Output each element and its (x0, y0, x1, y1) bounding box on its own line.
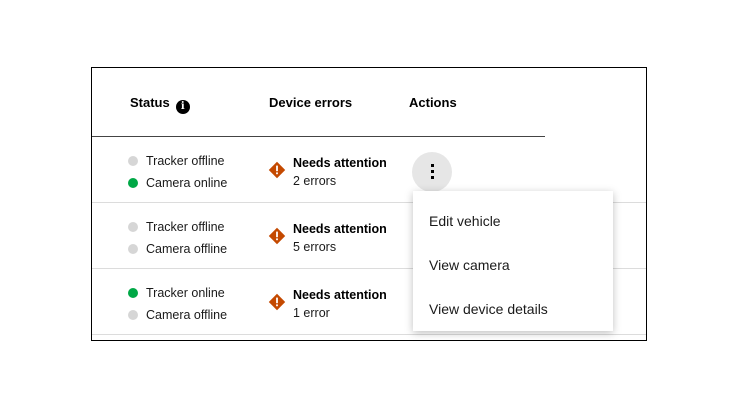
tracker-status-label: Tracker offline (146, 220, 225, 234)
warning-diamond-icon (268, 227, 286, 245)
status-dot-icon (128, 288, 138, 298)
menu-item-edit-vehicle[interactable]: Edit vehicle (429, 213, 501, 229)
info-icon[interactable]: i (176, 100, 190, 114)
tracker-status (128, 220, 225, 234)
status-header (130, 95, 190, 114)
camera-status (128, 308, 227, 322)
row-divider (92, 334, 647, 335)
status-dot-icon (128, 156, 138, 166)
status-header-label: Status (130, 95, 170, 110)
tracker-status-label: Tracker online (146, 286, 225, 300)
menu-item-view-device-details[interactable]: View device details (429, 301, 548, 317)
error-title: Needs attention (293, 222, 387, 236)
tracker-status (128, 154, 225, 168)
actions-menu (413, 191, 613, 331)
warning-diamond-icon (268, 161, 286, 179)
error-title: Needs attention (293, 288, 387, 302)
status-dot-icon (128, 178, 138, 188)
warning-diamond-icon (268, 293, 286, 311)
status-dot-icon (128, 222, 138, 232)
menu-item-view-camera[interactable]: View camera (429, 257, 510, 273)
error-count: 1 error (293, 306, 330, 320)
camera-status-label: Camera offline (146, 242, 228, 256)
actions-header: Actions (409, 95, 457, 110)
camera-status-label: Camera online (146, 176, 228, 190)
camera-status (128, 176, 227, 190)
camera-status (128, 242, 227, 256)
tracker-status (128, 286, 225, 300)
device-errors-header: Device errors (269, 95, 353, 110)
error-count: 5 errors (293, 240, 337, 254)
status-dot-icon (128, 310, 138, 320)
status-dot-icon (128, 244, 138, 254)
error-title: Needs attention (293, 156, 387, 170)
camera-status-label: Camera offline (146, 308, 228, 322)
error-count: 2 errors (293, 174, 337, 188)
tracker-status-label: Tracker offline (146, 154, 225, 168)
more-actions-button[interactable] (412, 152, 452, 192)
